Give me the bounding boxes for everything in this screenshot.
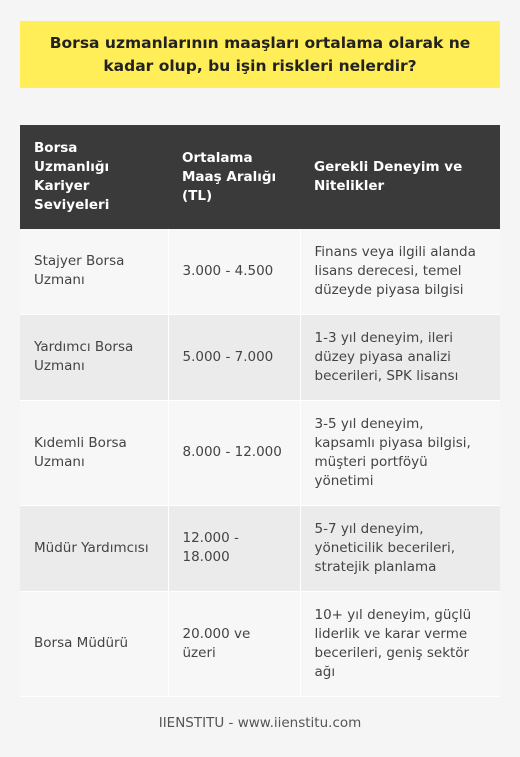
cell-level: Borsa Müdürü [20, 591, 168, 696]
cell-salary: 20.000 ve üzeri [168, 591, 300, 696]
table-header-row [20, 125, 500, 229]
header-career-level: Borsa Uzmanlığı Kariyer Seviyeleri [20, 125, 168, 229]
table-row [20, 229, 500, 314]
cell-level: Müdür Yardımcısı [20, 505, 168, 591]
title-banner [20, 21, 500, 88]
page-title: Borsa uzmanlarının maaşları ortalama olarak ne kadar olup, bu işin riskleri nelerdir? [49, 33, 471, 75]
table-row [20, 591, 500, 696]
cell-requirements: 10+ yıl deneyim, güçlü liderlik ve karar verme becerileri, geniş sektör ağı [300, 591, 500, 696]
table-row [20, 400, 500, 505]
header-requirements: Gerekli Deneyim ve Nitelikler [300, 125, 500, 229]
cell-requirements: 3-5 yıl deneyim, kapsamlı piyasa bilgisi, müşteri portföyü yönetimi [300, 400, 500, 505]
cell-salary: 3.000 - 4.500 [168, 229, 300, 314]
cell-salary: 5.000 - 7.000 [168, 314, 300, 400]
table-row [20, 314, 500, 400]
cell-level: Stajyer Borsa Uzmanı [20, 229, 168, 314]
header-salary-range: Ortalama Maaş Aralığı (TL) [168, 125, 300, 229]
cell-level: Yardımcı Borsa Uzmanı [20, 314, 168, 400]
table-row [20, 505, 500, 591]
cell-requirements: 5-7 yıl deneyim, yöneticilik becerileri, stratejik planlama [300, 505, 500, 591]
cell-requirements: 1-3 yıl deneyim, ileri düzey piyasa analizi becerileri, SPK lisansı [300, 314, 500, 400]
cell-salary: 8.000 - 12.000 [168, 400, 300, 505]
salary-table [20, 125, 500, 697]
cell-level: Kıdemli Borsa Uzmanı [20, 400, 168, 505]
footer-credit: IIENSTITU - www.iienstitu.com [158, 715, 362, 731]
cell-requirements: Finans veya ilgili alanda lisans derecesi, temel düzeyde piyasa bilgisi [300, 229, 500, 314]
cell-salary: 12.000 - 18.000 [168, 505, 300, 591]
